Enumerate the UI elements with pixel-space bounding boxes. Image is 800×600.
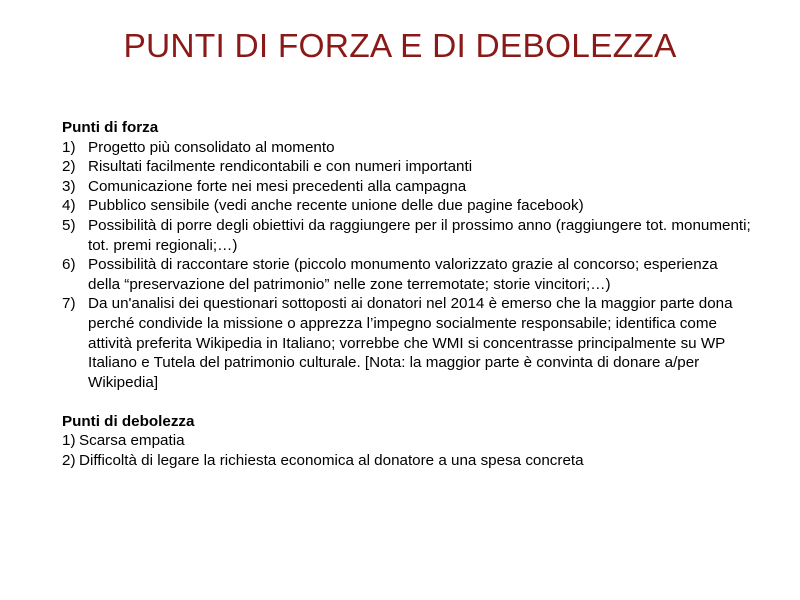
list-item-text: Pubblico sensibile (vedi anche recente unione delle due pagine facebook) (88, 197, 584, 215)
strengths-heading: Punti di forza (62, 119, 159, 136)
list-item-text: Possibilità di raccontare storie (piccolo monumento valorizzato grazie al concorso; esperienza della “preservazione del patrimonio” nelle zone terremotate; storie vincitori;…) (88, 256, 718, 293)
list-item-text: Progetto più consolidato al momento (88, 138, 335, 156)
list-item (62, 451, 752, 471)
list-item-text: Scarsa empatia (79, 432, 185, 450)
list-item-marker: 4) (62, 197, 76, 215)
list-item (62, 255, 752, 294)
list-item-marker: 2) (62, 158, 76, 176)
list-item-marker: 5) (62, 216, 76, 234)
list-item (62, 157, 752, 177)
list-item (62, 196, 752, 216)
page-title: PUNTI DI FORZA E DI DEBOLEZZA (123, 28, 677, 65)
list-item-marker: 2) (62, 451, 76, 469)
list-item-marker: 1) (62, 138, 76, 156)
list-item-text: Comunicazione forte nei mesi precedenti alla campagna (88, 177, 467, 195)
list-item (62, 431, 752, 451)
list-item (62, 294, 752, 392)
list-item-text: Da un'analisi dei questionari sottoposti ai donatori nel 2014 è emerso che la maggior parte dona perché condivide la missione o apprezza l’impegno socialmente responsabile; identifica come attività preferita Wikipedia in Italiano; vorrebbe che WMI si concentrasse principalmente su WP Italiano e Tutela del patrimonio culturale. [Nota: la maggior parte è convinta di donare a/per Wikipedia] (88, 295, 733, 391)
list-item-marker: 3) (62, 177, 76, 195)
slide-body (62, 118, 752, 470)
weaknesses-heading: Punti di debolezza (62, 412, 195, 430)
list-item (62, 138, 752, 158)
list-item (62, 216, 752, 255)
list-item-marker: 6) (62, 256, 76, 274)
list-item-marker: 7) (62, 295, 76, 313)
list-item (62, 177, 752, 197)
list-item-text: Possibilità di porre degli obiettivi da raggiungere per il prossimo anno (raggiungere tot. monumenti; tot. premi regionali;…) (88, 216, 751, 254)
weaknesses-list (62, 431, 752, 470)
list-item-text: Difficoltà di legare la richiesta economica al donatore a una spesa concreta (79, 451, 584, 469)
list-item-text: Risultati facilmente rendicontabili e con numeri importanti (88, 158, 473, 176)
strengths-list (62, 138, 752, 393)
list-item-marker: 1) (62, 432, 76, 450)
